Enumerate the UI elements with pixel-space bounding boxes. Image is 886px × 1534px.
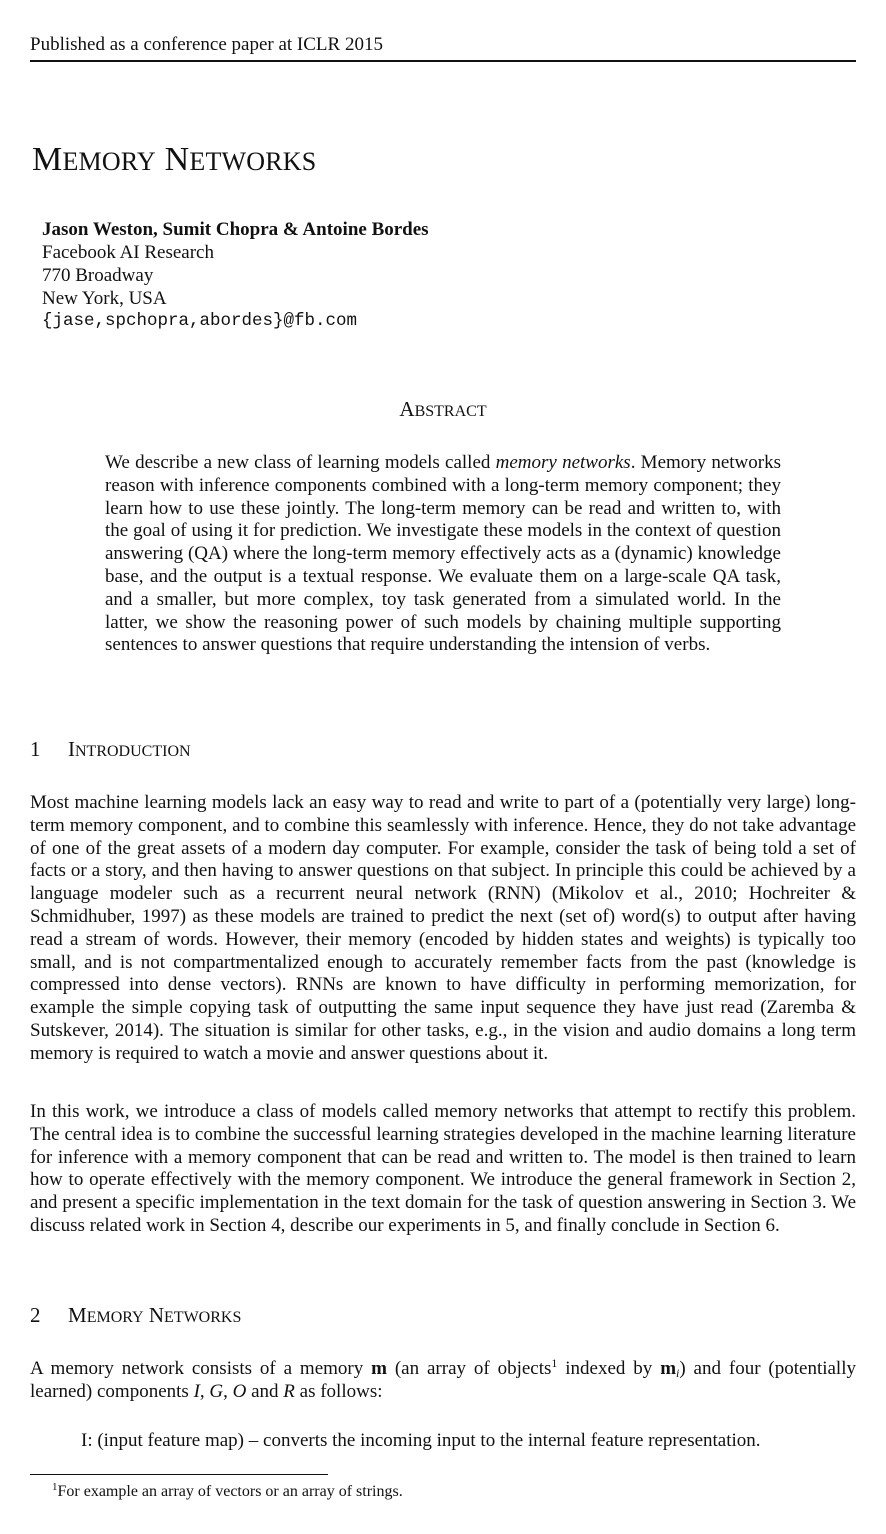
author-street: 770 Broadway [42,265,154,286]
intro-paragraph-2: In this work, we introduce a class of models called memory networks that attempt to rectify this problem. The central idea is to combine the successful learning strategies developed in the machine learning literature for inference with a memory component that can be read and written to. The model is then trained to learn how to operate effectively with the memory component. We introduce the general framework in Section 2, and present a specific implementation in the text domain for the task of question answering in Section 3. We discuss related work in Section 4, describe our experiments in 5, and finally conclude in Section 6. [30,1101,856,1236]
abstract-text-emphasis: memory networks [495,452,631,473]
mn-text-a: A memory network consists of a memory [30,1358,372,1379]
memory-index-subscript: i [676,1366,680,1380]
footnote-1-mark: 1 [52,1481,58,1493]
abstract-text-after: . Memory networks reason with inference components combined with a long-term memory component; they learn how to use these jointly. The long-term memory can be read and written to, with the goal of using it for prediction. We investigate these models in the context of question answering (QA) where the long-term memory effectively acts as a (dynamic) knowledge base, and the output is a textual response. We evaluate them on a large-scale QA task, and a smaller, but more complex, toy task generated from a simulated world. In the latter, we show the reasoning power of such models by chaining multiple supporting sentences to answer questions that require understanding the intension of verbs. [105,452,782,656]
component-I-item: I: (input feature map) – converts the incoming input to the internal feature representation. [81,1430,761,1451]
mn-and: and [246,1380,284,1402]
mn-text-d: ) and four (potentially learned) components [30,1358,856,1402]
title-cap-2: N [164,141,190,178]
footnote-1-text: For example an array of vectors or an array of strings. [57,1483,403,1500]
footnote-1 [52,1482,403,1502]
mn-sep-1: , [199,1380,210,1402]
component-R: R [283,1380,295,1402]
section-1-heading [30,736,191,765]
title-cap-1: M [32,141,63,178]
author-email: {jase,spchopra,abordes}@fb.com [42,311,358,331]
section-1-number: 1 [30,737,41,761]
component-I: I [193,1380,200,1402]
memory-networks-paragraph [30,1358,856,1404]
author-city: New York, USA [42,288,167,309]
memory-index-symbol: m [660,1358,677,1379]
section-2-heading-rest-2: ETWORKS [164,1309,242,1326]
abstract-heading [0,396,886,425]
mn-text-e: as follows: [294,1380,383,1402]
memory-symbol: m [371,1358,387,1379]
section-1-heading-rest: NTRODUCTION [75,743,191,760]
footnote-mark-1[interactable]: 1 [551,1356,558,1370]
footnote-rule [30,1474,328,1475]
mn-text-b: (an array of objects [386,1358,552,1379]
author-names: Jason Weston, Sumit Chopra & Antoine Bordes [42,219,429,240]
paper-title [32,140,316,182]
component-G: G [209,1380,224,1402]
section-2-heading [30,1302,241,1331]
running-head: Published as a conference paper at ICLR 2015 [30,34,383,55]
author-block [42,218,429,333]
mn-text-c: indexed by [557,1358,661,1379]
title-rest-1: EMORY [62,147,156,176]
header-rule [30,60,856,62]
section-1-heading-cap: I [68,737,75,761]
abstract-text [105,452,781,657]
abstract-heading-rest: BSTRACT [414,403,487,420]
mn-sep-2: , [223,1380,233,1402]
section-2-heading-cap-1: M [68,1303,87,1327]
component-O: O [232,1380,247,1402]
title-rest-2: ETWORKS [189,147,317,176]
section-2-heading-rest-1: EMORY [86,1309,144,1326]
author-affiliation: Facebook AI Research [42,242,214,263]
abstract-text-before: We describe a new class of learning models called [105,452,496,473]
section-2-number: 2 [30,1303,41,1327]
abstract-heading-cap: A [399,397,415,421]
intro-paragraph-1: Most machine learning models lack an easy way to read and write to part of a (potentially very large) long-term memory component, and to combine this seamlessly with inference. Hence, they do not take advantage of one of the great assets of a modern day computer. For example, consider the task of being told a set of facts or a story, and then having to answer questions on that subject. In principle this could be achieved by a language modeler such as a recurrent neural network (RNN) (Mikolov et al., 2010; Hochreiter & Schmidhuber, 1997) as these models are trained to predict the next (set of) word(s) to output after having read a stream of words. However, their memory (encoded by hidden states and weights) is typically too small, and is not compartmentalized enough to accurately remember facts from the past (knowledge is compressed into dense vectors). RNNs are known to have difficulty in performing memorization, for example the simple copying task of outputting the same input sequence they have just read (Zaremba & Sutskever, 2014). The situation is similar for other tasks, e.g., in the vision and audio domains a long term memory is required to watch a movie and answer questions about it. [30,792,856,1064]
section-2-heading-cap-2: N [148,1303,165,1327]
